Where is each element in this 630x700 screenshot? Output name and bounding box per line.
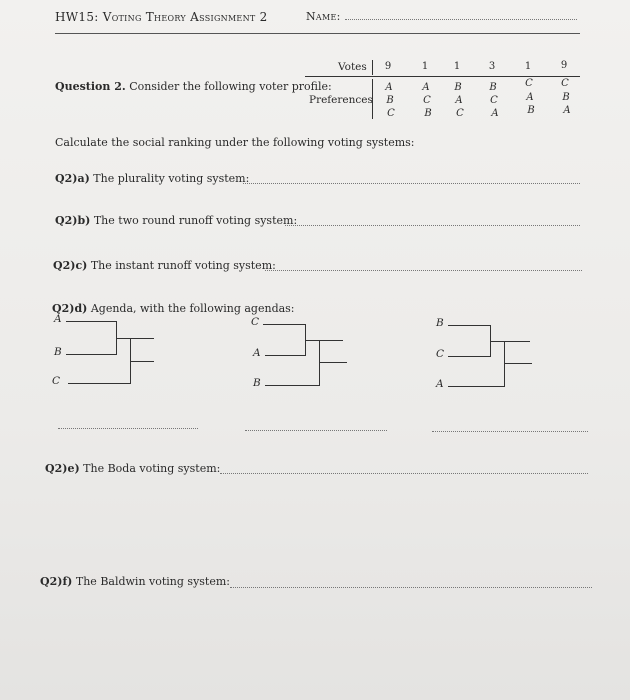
part-e-text: The Boda voting system: (83, 462, 221, 475)
pref-cell: B (386, 95, 394, 106)
pref-cell: A (563, 105, 571, 116)
agenda-2-first: C (251, 316, 260, 328)
part-c-answer-line[interactable] (265, 270, 582, 271)
preferences-row-label: Preferences (309, 94, 373, 106)
part-a-prompt (55, 172, 249, 185)
pref-cell: C (525, 78, 533, 89)
name-label: Name: (306, 10, 341, 23)
agenda-bracket-line (305, 340, 343, 341)
agenda-3-third: A (436, 378, 444, 390)
header-divider (55, 33, 580, 34)
votes-cell: 1 (524, 61, 532, 72)
part-d-prompt (52, 302, 295, 315)
agenda-bracket-line (66, 354, 116, 355)
part-d-text: Agenda, with the following agendas: (90, 302, 295, 315)
part-c-prompt (53, 259, 276, 272)
name-answer-line[interactable] (345, 19, 577, 20)
agenda-1-first: A (54, 313, 62, 325)
table-vertical-rule-bottom (372, 79, 373, 119)
part-b-answer-line[interactable] (285, 225, 580, 226)
agenda-bracket-line (116, 338, 154, 339)
part-b-prompt (55, 214, 297, 227)
agenda-1-second: B (54, 346, 62, 358)
agenda-2-third: B (253, 377, 261, 389)
agenda-bracket-line (66, 321, 116, 322)
pref-cell: A (526, 92, 534, 103)
pref-cell: B (489, 82, 497, 93)
pref-cell: C (387, 108, 395, 119)
assignment-title: HW15: Voting Theory Assignment 2 (55, 10, 268, 24)
votes-cell: 3 (488, 61, 496, 72)
votes-row-label: Votes (338, 61, 367, 73)
agenda-bracket-line (68, 383, 130, 384)
part-f-id: Q2)f) (40, 575, 73, 588)
agenda-1-third: C (52, 375, 61, 387)
part-f-text: The Baldwin voting system: (75, 575, 231, 588)
agenda-2-answer-line[interactable] (245, 430, 387, 431)
part-d-id: Q2)d) (52, 302, 88, 315)
agenda-bracket-line (130, 361, 154, 362)
part-b-text: The two round runoff voting system: (93, 214, 298, 227)
agenda-3-answer-line[interactable] (432, 431, 588, 432)
agenda-bracket-line (448, 386, 504, 387)
pref-cell: C (561, 78, 569, 89)
agenda-1-answer-line[interactable] (58, 428, 198, 429)
agenda-2-second: A (253, 347, 261, 359)
pref-cell: A (422, 82, 430, 93)
agenda-bracket-line (490, 341, 530, 342)
agenda-3-second: C (436, 348, 445, 360)
question-2-text: Consider the following voter profile: (129, 80, 332, 93)
part-a-answer-line[interactable] (243, 183, 580, 184)
votes-cell: 1 (453, 61, 461, 72)
pref-cell: B (454, 82, 462, 93)
votes-cell: 1 (421, 61, 429, 72)
pref-cell: B (424, 108, 432, 119)
agenda-bracket-line (504, 363, 532, 364)
agenda-bracket-line (448, 356, 490, 357)
pref-cell: C (456, 108, 464, 119)
votes-cell: 9 (384, 61, 392, 72)
table-vertical-rule-top (372, 60, 373, 75)
part-e-id: Q2)e) (45, 462, 80, 475)
part-a-text: The plurality voting system: (93, 172, 250, 185)
part-e-answer-line[interactable] (220, 473, 588, 474)
question-2-number: Question 2. (55, 80, 126, 93)
agenda-bracket-line (319, 362, 347, 363)
pref-cell: A (385, 82, 393, 93)
pref-cell: A (455, 95, 463, 106)
question-2-prompt (55, 80, 332, 93)
pref-cell: C (423, 95, 431, 106)
pref-cell: B (527, 105, 535, 116)
pref-cell: B (562, 92, 570, 103)
agenda-bracket-line (448, 325, 490, 326)
agenda-bracket-line (263, 324, 305, 325)
instructions: Calculate the social ranking under the following voting systems: (55, 136, 415, 149)
agenda-bracket-line (265, 355, 305, 356)
table-horizontal-rule (305, 76, 580, 77)
part-f-prompt (40, 575, 230, 588)
agenda-3-first: B (436, 317, 444, 329)
pref-cell: C (490, 95, 498, 106)
part-a-id: Q2)a) (55, 172, 90, 185)
part-e-prompt (45, 462, 220, 475)
part-f-answer-line[interactable] (230, 587, 592, 588)
agenda-bracket-line (265, 385, 319, 386)
part-c-text: The instant runoff voting system: (90, 259, 276, 272)
part-c-id: Q2)c) (53, 259, 88, 272)
votes-cell: 9 (560, 60, 568, 71)
part-b-id: Q2)b) (55, 214, 91, 227)
pref-cell: A (491, 108, 499, 119)
